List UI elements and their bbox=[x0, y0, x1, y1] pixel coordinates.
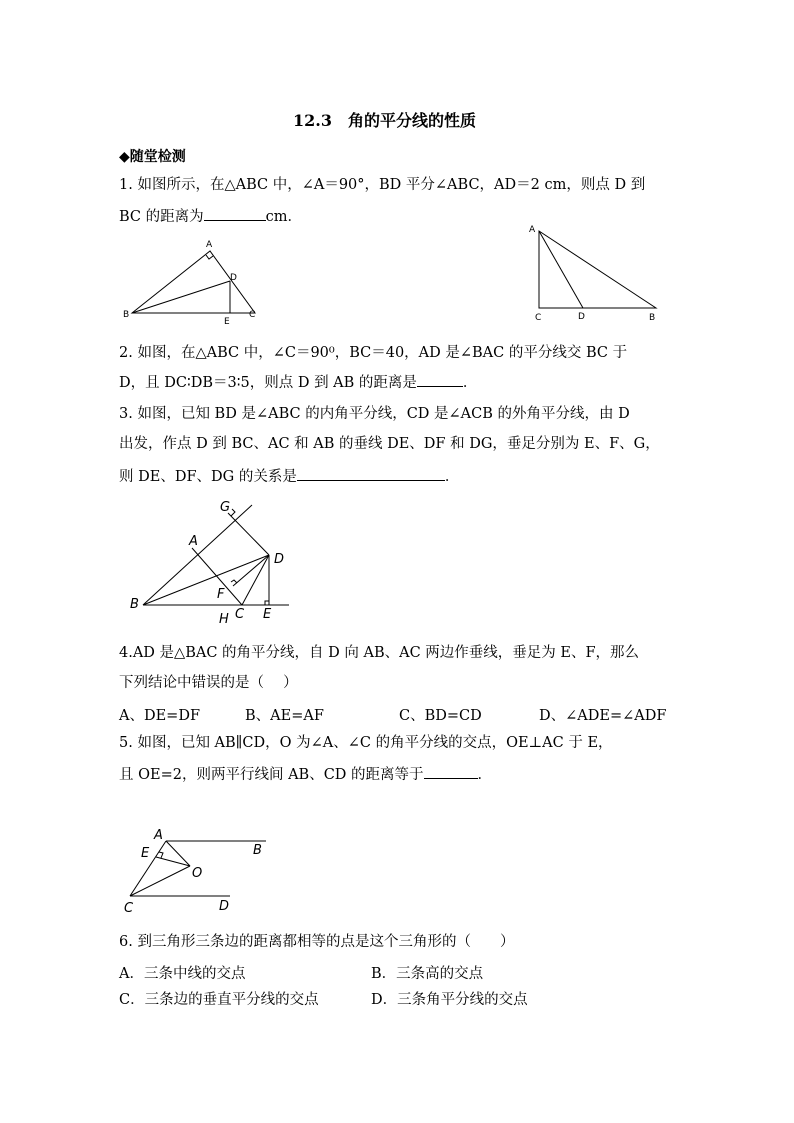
label-a: A bbox=[189, 534, 198, 549]
q5-line1: 5. 如图，已知 AB∥CD，O 为∠A、∠C 的角平分线的交点，OE⊥AC 于 E， bbox=[119, 735, 613, 751]
q3-line3-post: ． bbox=[444, 469, 460, 485]
segment-oe bbox=[156, 857, 190, 866]
label-d: D bbox=[230, 273, 237, 283]
label-b: B bbox=[130, 597, 139, 612]
q4-option-d: D、∠ADE=∠ADF bbox=[539, 708, 667, 724]
right-angle-mark-e bbox=[265, 601, 269, 605]
section-heading: ◆随堂检测 bbox=[119, 149, 186, 165]
q4-option-b: B、AE=AF bbox=[245, 708, 324, 724]
q2-answer-blank[interactable] bbox=[417, 372, 463, 387]
q1-line1: 1. 如图所示，在△ABC 中，∠A＝90°，BD 平分∠ABC，AD＝2 cm，则点 D 到 bbox=[119, 177, 646, 193]
q1-line2-post: cm． bbox=[265, 209, 303, 225]
label-g: G bbox=[220, 500, 231, 515]
q4-option-c: C、BD=CD bbox=[399, 708, 482, 724]
q5-figure bbox=[120, 826, 270, 916]
label-d: D bbox=[219, 899, 230, 914]
q3-line2: 出发，作点 D 到 BC、AC 和 AB 的垂线 DE、DF 和 DG，垂足分别为 E、F、G， bbox=[119, 436, 660, 452]
q3-line3 bbox=[119, 466, 459, 487]
q2-line1: 2. 如图，在△ABC 中，∠C＝90⁰，BC＝40，AD 是∠BAC 的平分线交 BC 于 bbox=[119, 345, 628, 361]
segment-ad bbox=[539, 231, 583, 308]
segment-cd bbox=[242, 555, 269, 605]
segment-co bbox=[130, 866, 190, 896]
q1-line2 bbox=[119, 206, 302, 227]
label-b: B bbox=[253, 843, 262, 858]
q6-option-a: A．三条中线的交点 bbox=[119, 966, 246, 982]
q1-right-figure bbox=[525, 222, 665, 327]
right-angle-mark-a bbox=[206, 255, 213, 259]
q6-option-b: B．三条高的交点 bbox=[371, 966, 484, 982]
page-title: 12.3 角的平分线的性质 bbox=[293, 111, 476, 130]
right-angle-mark-f bbox=[231, 580, 237, 583]
q3-figure bbox=[125, 495, 305, 630]
segment-df bbox=[233, 555, 269, 586]
q6-option-d: D．三条角平分线的交点 bbox=[371, 992, 528, 1008]
segment-dg bbox=[228, 513, 269, 555]
q3-line1: 3. 如图，已知 BD 是∠ABC 的内角平分线，CD 是∠ACB 的外角平分线，由 D bbox=[119, 406, 630, 422]
label-e: E bbox=[263, 607, 272, 622]
q1-line2-pre: BC 的距离为 bbox=[119, 209, 204, 225]
q6-line1: 6. 到三角形三条边的距离都相等的点是这个三角形的（ ） bbox=[119, 934, 515, 950]
q1-answer-blank[interactable] bbox=[204, 206, 266, 221]
label-c: C bbox=[249, 310, 256, 320]
right-angle-mark-g bbox=[231, 509, 235, 516]
q5-line2-pre: 且 OE=2，则两平行线间 AB、CD 的距离等于 bbox=[119, 767, 424, 783]
segment-bd bbox=[143, 555, 269, 605]
label-b: B bbox=[123, 310, 130, 320]
segment-ao bbox=[166, 841, 190, 866]
q5-line2-post: ． bbox=[477, 767, 493, 783]
q4-option-a: A、DE=DF bbox=[119, 708, 201, 724]
label-c: C bbox=[124, 901, 134, 916]
label-o: O bbox=[192, 866, 203, 881]
q4-line2: 下列结论中错误的是（ ） bbox=[119, 675, 298, 691]
q5-line2 bbox=[119, 764, 492, 785]
label-b: B bbox=[649, 313, 656, 323]
q2-line2-pre: D，且 DC∶DB＝3∶5，则点 D 到 AB 的距离是 bbox=[119, 375, 417, 391]
right-angle-mark-e bbox=[159, 852, 163, 858]
q3-line3-pre: 则 DE、DF、DG 的关系是 bbox=[119, 469, 297, 485]
label-a: A bbox=[529, 225, 536, 235]
q2-line2-post: ． bbox=[462, 375, 478, 391]
q6-option-c: C．三条边的垂直平分线的交点 bbox=[119, 992, 319, 1008]
label-c: C bbox=[235, 607, 245, 622]
label-a: A bbox=[154, 828, 163, 843]
q2-line2 bbox=[119, 372, 477, 393]
q5-answer-blank[interactable] bbox=[424, 764, 478, 779]
segment-bd bbox=[132, 281, 230, 313]
label-f: F bbox=[217, 587, 225, 602]
q4-line1: 4.AD 是△BAC 的角平分线，自 D 向 AB、AC 两边作垂线，垂足为 E、F，那么 bbox=[119, 645, 640, 661]
q3-answer-blank[interactable] bbox=[297, 466, 445, 481]
label-e: E bbox=[224, 317, 230, 327]
label-d: D bbox=[274, 552, 285, 567]
label-e: E bbox=[141, 846, 150, 861]
q1-left-figure bbox=[120, 238, 270, 328]
label-h: H bbox=[219, 612, 229, 627]
label-a: A bbox=[206, 240, 213, 250]
label-c: C bbox=[535, 313, 542, 323]
triangle-abc-right bbox=[539, 231, 656, 308]
label-d: D bbox=[578, 312, 585, 322]
